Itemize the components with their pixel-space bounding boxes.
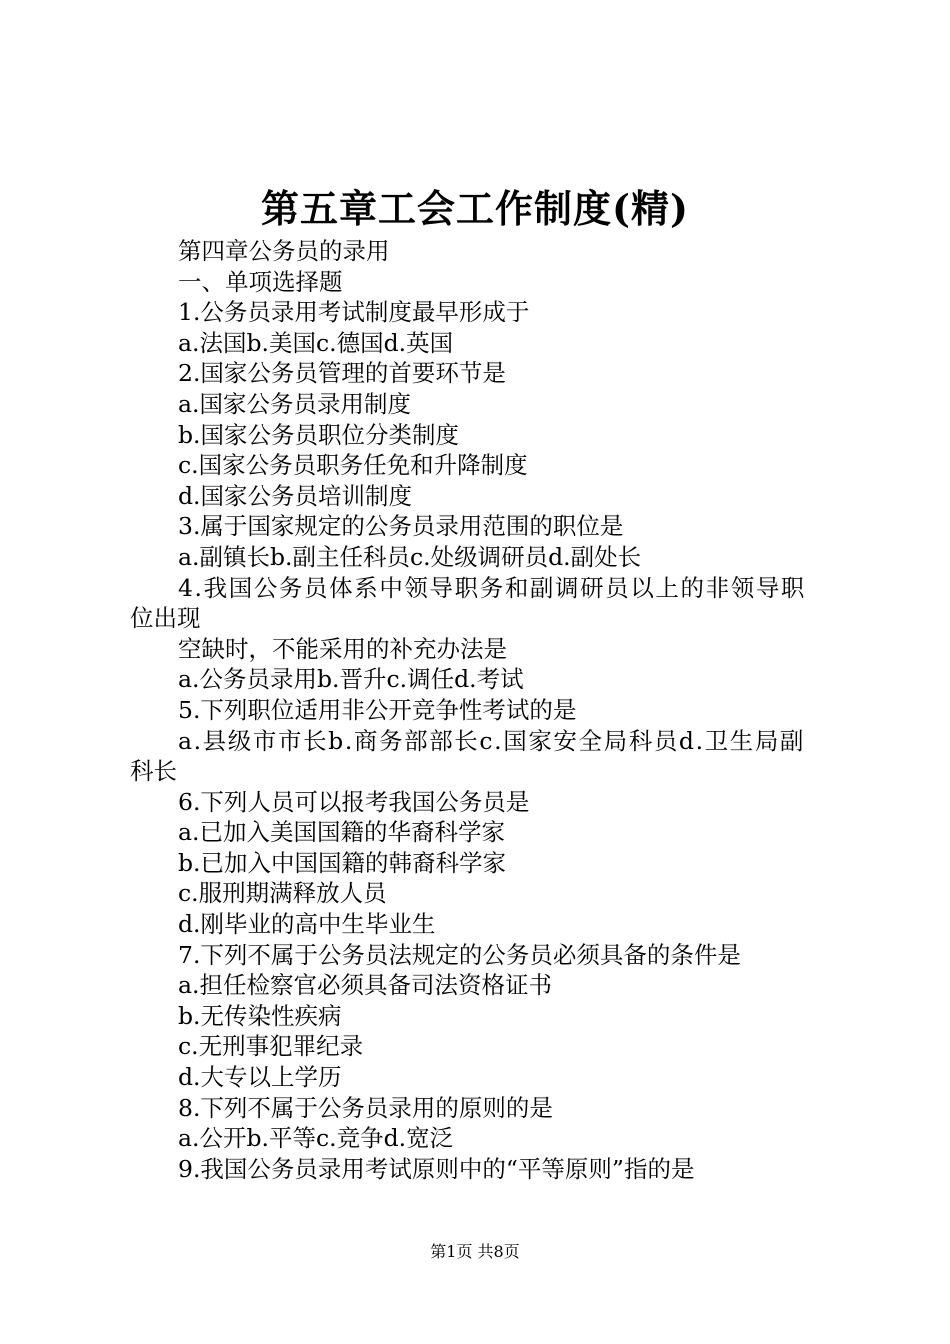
document-body <box>130 236 835 1184</box>
question-6-option-d: d.刚毕业的高中生毕业生 <box>178 910 436 939</box>
question-5: 5.下列职位适用非公开竞争性考试的是 <box>178 695 577 724</box>
question-7-option-d: d.大专以上学历 <box>178 1063 342 1092</box>
question-6: 6.下列人员可以报考我国公务员是 <box>178 787 530 816</box>
question-6-option-a: a.已加入美国国籍的华裔科学家 <box>178 818 505 847</box>
section-heading: 一、单项选择题 <box>178 267 343 296</box>
question-7: 7.下列不属于公务员法规定的公务员必须具备的条件是 <box>178 940 741 969</box>
question-4-continued: 位出现 <box>130 604 201 633</box>
page-number: 第1页 共8页 <box>430 1242 520 1261</box>
question-4: 4.我国公务员体系中领导职务和副调研员以上的非领导职 <box>178 573 807 602</box>
question-7-option-c: c.无刑事犯罪纪录 <box>178 1032 364 1061</box>
question-1: 1.公务员录用考试制度最早形成于 <box>178 298 530 327</box>
chapter-heading: 第四章公务员的录用 <box>178 237 390 265</box>
question-2-option-c: c.国家公务员职务任免和升降制度 <box>178 451 528 480</box>
question-7-option-b: b.无传染性疾病 <box>178 1001 342 1030</box>
question-5-options-continued: 科长 <box>130 757 177 786</box>
question-6-option-c: c.服刑期满释放人员 <box>178 879 387 908</box>
question-5-options: a.县级市市长b.商务部部长c.国家安全局科员d.卫生局副 <box>178 726 806 755</box>
question-3: 3.属于国家规定的公务员录用范围的职位是 <box>178 512 624 541</box>
question-6-option-b: b.已加入中国国籍的韩裔科学家 <box>178 848 507 877</box>
document-title: 第五章工会工作制度(精) <box>261 186 689 231</box>
question-2-option-a: a.国家公务员录用制度 <box>178 389 411 418</box>
question-2: 2.国家公务员管理的首要环节是 <box>178 359 506 388</box>
question-4-continued-2: 空缺时，不能采用的补充办法是 <box>178 634 507 663</box>
question-1-options: a.法国b.美国c.德国d.英国 <box>178 328 454 357</box>
question-7-option-a: a.担任检察官必须具备司法资格证书 <box>178 971 552 1000</box>
question-2-option-d: d.国家公务员培训制度 <box>178 481 413 510</box>
question-9: 9.我国公务员录用考试原则中的“平等原则”指的是 <box>178 1154 695 1183</box>
question-8: 8.下列不属于公务员录用的原则的是 <box>178 1093 553 1122</box>
question-4-options: a.公务员录用b.晋升c.调任d.考试 <box>178 665 524 694</box>
question-8-options: a.公开b.平等c.竞争d.宽泛 <box>178 1124 454 1153</box>
question-2-option-b: b.国家公务员职位分类制度 <box>178 420 460 449</box>
question-3-options: a.副镇长b.副主任科员c.处级调研员d.副处长 <box>178 542 642 571</box>
